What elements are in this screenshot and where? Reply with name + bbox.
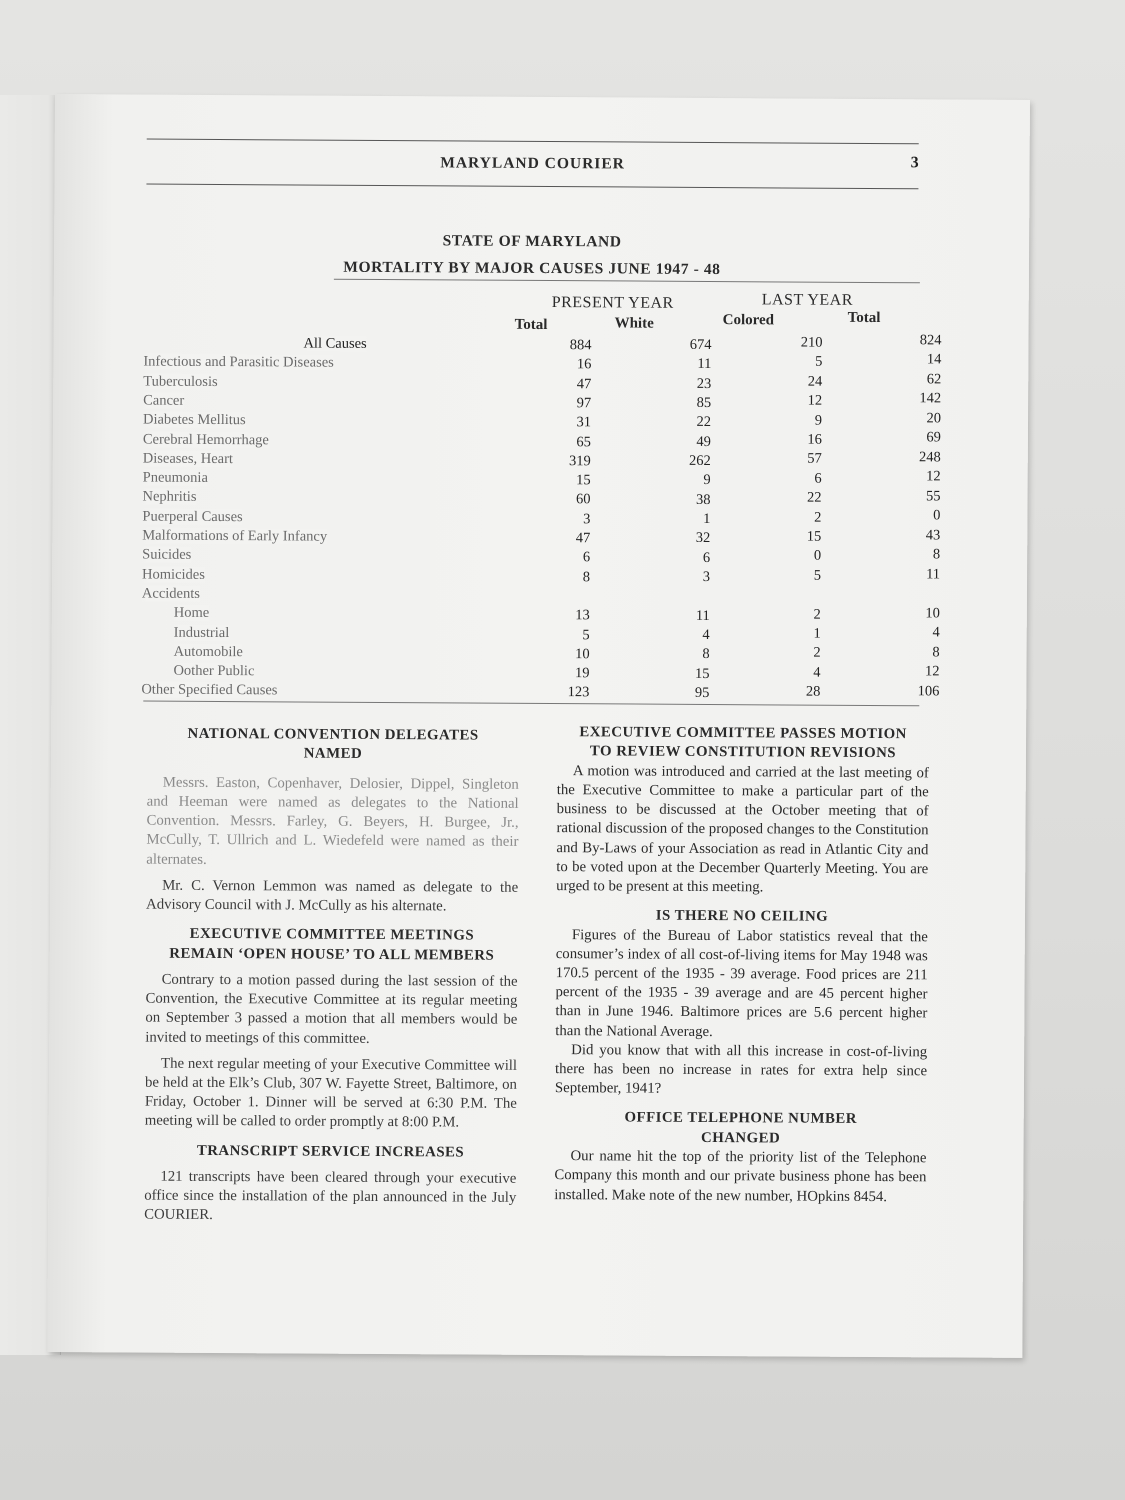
cell-colored: 5 [815, 354, 823, 371]
cell-white: 1 [703, 510, 711, 527]
cell-total: 123 [567, 684, 590, 701]
meetings-paragraph-1: Contrary to a motion passed during the last session of the Convention, the Executive Committee at its regular meeting on September 3 passed a motion that all members would be invited to meetings of this committee. [145, 971, 518, 1047]
cause-label-text: Homicides [142, 566, 205, 583]
cause-label-text: Malformations of Early Infancy [142, 527, 328, 545]
transcript-heading: TRANSCRIPT SERVICE INCREASES [196, 1142, 465, 1161]
cell-colored: 28 [805, 683, 821, 700]
col-total-heading: Total [514, 316, 548, 334]
cause-label-text: Automobile [173, 643, 243, 660]
cause-label [142, 624, 574, 644]
cell-total: 47 [575, 530, 591, 547]
cell-colored: 6 [814, 470, 822, 487]
cause-label [142, 605, 574, 625]
cause-label-text: Cerebral Hemorrhage [142, 431, 269, 448]
table-title-line1: STATE OF MARYLAND [442, 232, 622, 251]
cell-colored: 210 [800, 334, 823, 351]
cause-label [143, 373, 543, 392]
cell-last-total: 8 [932, 546, 941, 563]
cell-white: 9 [703, 472, 711, 489]
delegates-heading-line2: NAMED [303, 745, 363, 763]
cell-last-total: 106 [917, 682, 940, 699]
cause-label [142, 528, 542, 547]
cause-label [142, 566, 542, 585]
cause-label-text: Other Specified Causes [141, 681, 278, 699]
cause-label-text: Infectious and Parasitic Diseases [143, 353, 334, 372]
running-header [146, 139, 918, 190]
cell-last-total: 8 [932, 643, 940, 661]
cause-label [143, 431, 543, 450]
cause-label [143, 450, 543, 469]
cell-white: 38 [695, 491, 711, 508]
cell-last-total: 55 [926, 488, 941, 505]
motion-paragraph: A motion was introduced and carried at the last meeting of the Executive Committee to make a particular part of the business to be discussed at the October meeting that of rational discussion of the proposed changes to the Constitution and By-Laws of your Association as read in Atlantic City and to be voted upon at the December Quarterly Meeting. You are urged to be present at this meeting. [556, 762, 929, 896]
cause-label-text: Cancer [143, 392, 185, 409]
ceiling-heading: IS THERE NO CEILING [655, 907, 829, 925]
cell-last-total: 248 [918, 449, 941, 466]
cell-white: 4 [702, 626, 710, 643]
cause-label-text: Accidents [141, 585, 200, 602]
cell-white: 85 [696, 394, 712, 411]
cell-colored: 16 [807, 431, 822, 448]
cause-label [142, 643, 574, 663]
cell-colored: 2 [813, 645, 821, 662]
telephone-paragraph: Our name hit the top of the priority list of the Telephone Company this month and our private business phone has been installed. Make note of the new number, HOpkins 8454. [554, 1148, 927, 1205]
cell-white: 11 [695, 607, 710, 624]
cause-label-text: Home [173, 604, 210, 622]
cell-last-total: 12 [926, 468, 941, 485]
cause-label [142, 489, 542, 508]
cell-total: 319 [568, 452, 591, 470]
cell-white: 95 [694, 684, 710, 701]
col-last-total-heading: Total [847, 309, 881, 327]
cell-total: 3 [583, 510, 591, 527]
cell-total: 19 [574, 665, 590, 682]
cell-last-total: 0 [933, 507, 941, 524]
motion-heading-line1: EXECUTIVE COMMITTEE PASSES MOTION [579, 724, 907, 743]
cell-white: 8 [702, 646, 710, 663]
motion-heading [557, 723, 929, 764]
table-title-line2: MORTALITY BY MAJOR CAUSES JUNE 1947 - 48 [343, 258, 721, 279]
cell-last-total: 11 [926, 566, 941, 583]
cause-label [141, 682, 541, 701]
cell-total: 47 [576, 375, 592, 392]
meetings-heading-line1: EXECUTIVE COMMITTEE MEETINGS [189, 926, 475, 944]
cause-label-text: Tuberculosis [143, 373, 218, 390]
page-number: 3 [910, 154, 919, 172]
cell-colored: 12 [807, 392, 823, 409]
cause-label [143, 392, 543, 411]
cell-total: 10 [575, 645, 590, 663]
meetings-paragraph-2: The next regular meeting of your Executive Committee will be held at the Elk’s Club, 307 W. Fayette Street, Baltimore, on Friday, October 1. Dinner will be served at 6:30 P.M. The meeting will be called to order promptly at 8:00 P.M. [144, 1055, 518, 1131]
cell-total: 31 [576, 414, 592, 431]
ceiling-paragraph-1: Figures of the Bureau of Labor statistics reveal that the consumer’s index of all cost-of-living items for May 1948 was 170.5 percent of the 1935 - 39 average. Food prices are 211 percent of the 1935 - 39 average and are 45 percent higher than in June 1946. Baltimore prices are 5.6 percent higher than the National Average. [555, 926, 928, 1040]
cell-white: 6 [702, 549, 711, 566]
cell-total: 15 [576, 472, 591, 489]
left-column [144, 725, 519, 1228]
cause-label [142, 547, 542, 566]
cell-total: 60 [575, 491, 591, 508]
cell-white: 3 [702, 568, 711, 585]
right-column [554, 723, 929, 1207]
cell-white: 32 [695, 530, 711, 547]
cell-last-total: 62 [926, 371, 942, 388]
delegates-heading [147, 725, 519, 766]
cause-label [143, 335, 703, 355]
cell-last-total: 142 [919, 390, 942, 407]
cell-total: 5 [582, 626, 590, 643]
cell-colored: 5 [813, 567, 822, 584]
col-white-heading: White [614, 315, 654, 332]
cause-label-text: Suicides [142, 546, 192, 564]
cell-last-total: 12 [924, 663, 940, 680]
cell-last-total: 69 [926, 429, 941, 446]
cell-last-total: 43 [925, 527, 941, 544]
cell-white: 49 [696, 433, 711, 450]
delegates-paragraph-1: Messrs. Easton, Copenhaver, Delosier, Dippel, Singleton and Heeman were named as delegates to the National Convention. Messrs. Farley, G. Beyers, H. Burgee, Jr., McCully, T. Ullrich and L. Wiedefeld were named as their alternates. [146, 774, 519, 868]
cell-last-total: 4 [932, 624, 940, 641]
cell-total: 97 [576, 395, 592, 412]
delegates-paragraph-2: Mr. C. Vernon Lemmon was named as delegate to the Advisory Council with J. McCully as his alternate. [146, 877, 519, 915]
cause-label [143, 412, 543, 431]
cell-last-total: 824 [919, 332, 942, 349]
cell-colored: 24 [807, 373, 823, 390]
publication-title: MARYLAND COURIER [440, 154, 625, 173]
cause-label [141, 663, 573, 683]
meetings-heading-line2: REMAIN ‘OPEN HOUSE’ TO ALL MEMBERS [169, 945, 495, 964]
cell-total: 65 [576, 433, 591, 450]
cell-last-total: 10 [925, 604, 940, 622]
cause-label-text: Diabetes Mellitus [142, 411, 246, 429]
last-year-heading: LAST YEAR [761, 291, 853, 309]
cell-total: 8 [582, 568, 591, 585]
cell-colored: 9 [814, 412, 823, 429]
cell-colored: 2 [813, 606, 821, 623]
cell-colored: 1 [813, 625, 821, 642]
cause-label-text: Nephritis [142, 488, 197, 506]
cell-colored: 57 [807, 451, 822, 468]
cell-colored: 2 [814, 509, 822, 526]
cause-label [142, 508, 542, 527]
transcript-paragraph: 121 transcripts have been cleared through your executive office since the installation of the plan announced in the July COURIER. [144, 1168, 517, 1224]
col-colored-heading: Colored [722, 312, 775, 329]
cause-label [143, 354, 543, 373]
telephone-heading-line2: CHANGED [701, 1129, 781, 1147]
cell-total: 884 [569, 337, 592, 354]
newsletter-page [47, 94, 1030, 1358]
motion-heading-line2: TO REVIEW CONSTITUTION REVISIONS [589, 743, 897, 762]
telephone-heading-line1: OFFICE TELEPHONE NUMBER [624, 1109, 857, 1128]
cause-label-text: Oother Public [173, 662, 255, 680]
cell-last-total: 20 [926, 410, 942, 427]
cell-white: 11 [697, 356, 712, 373]
telephone-heading [555, 1109, 927, 1150]
cause-label [142, 585, 542, 604]
cell-colored: 15 [806, 528, 822, 545]
cell-white: 23 [696, 375, 712, 392]
present-year-heading: PRESENT YEAR [551, 294, 674, 312]
ceiling-paragraph-2: Did you know that with all this increase in cost-of-living there has been no increase in rates for extra help since September, 1941? [554, 1042, 928, 1097]
cell-white: 674 [689, 336, 712, 354]
cause-label-text: Pneumonia [142, 469, 208, 487]
cell-white: 22 [696, 414, 712, 431]
cause-label-text: Diseases, Heart [142, 450, 234, 467]
cell-colored: 0 [813, 548, 822, 565]
cell-colored: 22 [806, 489, 822, 506]
cause-label-text: Industrial [173, 624, 230, 641]
cause-label-text: Puerperal Causes [142, 508, 243, 525]
cell-last-total: 14 [926, 351, 942, 368]
cell-white: 15 [694, 665, 710, 682]
cause-label [143, 470, 543, 489]
cell-total: 16 [576, 356, 592, 373]
cell-total: 6 [582, 549, 591, 566]
cause-label-text: All Causes [303, 335, 367, 352]
delegates-heading-line1: NATIONAL CONVENTION DELEGATES [187, 725, 479, 744]
meetings-heading [146, 925, 518, 966]
cell-white: 262 [688, 452, 711, 469]
cell-colored: 4 [813, 664, 821, 681]
cell-total: 13 [575, 607, 590, 624]
